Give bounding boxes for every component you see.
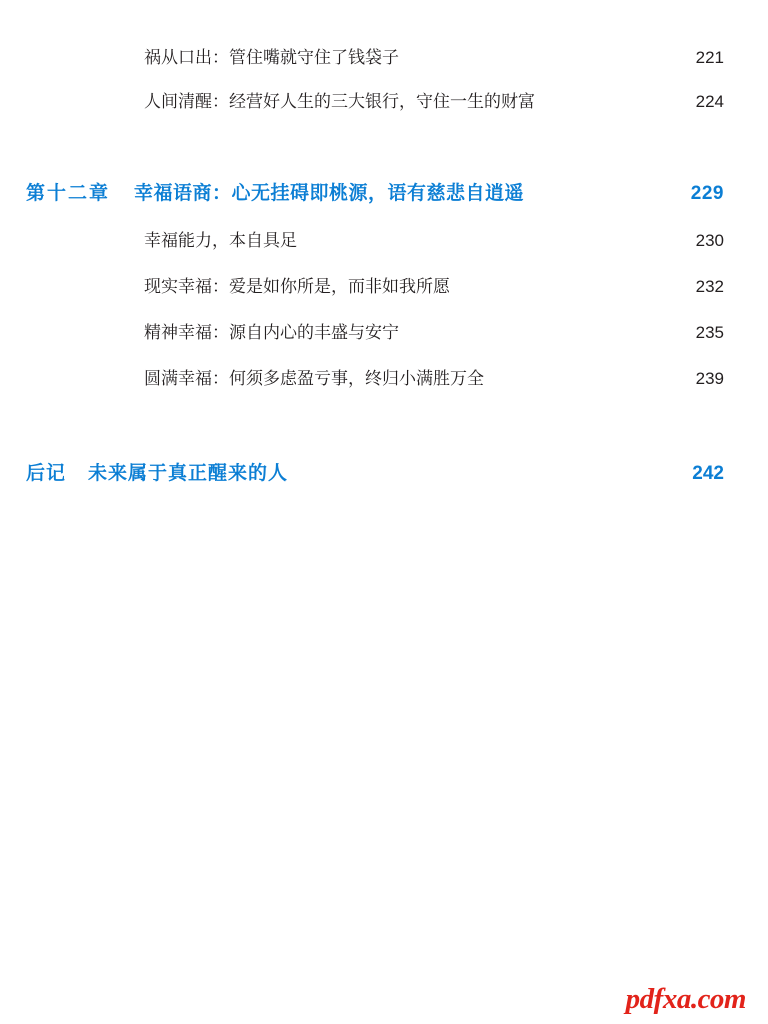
epilogue-heading[interactable] [0, 458, 768, 485]
epilogue-page: 242 [692, 463, 724, 484]
list-item[interactable] [0, 92, 768, 112]
toc-entry-row [0, 48, 768, 68]
toc-entry-row [0, 369, 768, 389]
chapter-heading-row [0, 178, 768, 205]
chapter-number: 第十二章 [26, 183, 111, 204]
toc-entry-title: 祸从口出：管住嘴就守住了钱袋子 [144, 48, 399, 67]
epilogue-label: 后记 [26, 463, 67, 484]
list-item[interactable] [0, 369, 768, 389]
chapter-heading[interactable] [0, 178, 768, 205]
toc-entry-page: 232 [695, 277, 724, 296]
toc-entry-page: 239 [695, 369, 724, 388]
watermark: pdfxa.com [625, 983, 746, 1015]
toc-entry-title: 精神幸福：源自内心的丰盛与安宁 [144, 323, 399, 342]
list-item[interactable] [0, 323, 768, 343]
epilogue-heading-row [0, 458, 768, 485]
chapter-title: 幸福语商：心无挂碍即桃源，语有慈悲自逍遥 [134, 183, 525, 204]
list-item[interactable] [0, 277, 768, 297]
toc-entry-title: 现实幸福：爱是如你所是，而非如我所愿 [144, 277, 450, 296]
toc-entry-title: 人间清醒：经营好人生的三大银行，守住一生的财富 [144, 92, 535, 111]
toc-entry-row [0, 277, 768, 297]
toc-entry-row [0, 323, 768, 343]
toc-entry-page: 221 [695, 48, 724, 67]
toc-entry-row [0, 92, 768, 112]
toc-entry-title: 圆满幸福：何须多虑盈亏事，终归小满胜万全 [144, 369, 484, 388]
toc-entry-page: 235 [695, 323, 724, 342]
toc-entry-page: 224 [695, 92, 724, 111]
toc-entry-page: 230 [695, 231, 724, 250]
toc-entry-title: 幸福能力，本自具足 [144, 231, 297, 250]
list-item[interactable] [0, 48, 768, 68]
list-item[interactable] [0, 231, 768, 251]
toc-entry-row [0, 231, 768, 251]
chapter-page: 229 [690, 183, 724, 204]
epilogue-title: 未来属于真正醒来的人 [88, 463, 289, 484]
